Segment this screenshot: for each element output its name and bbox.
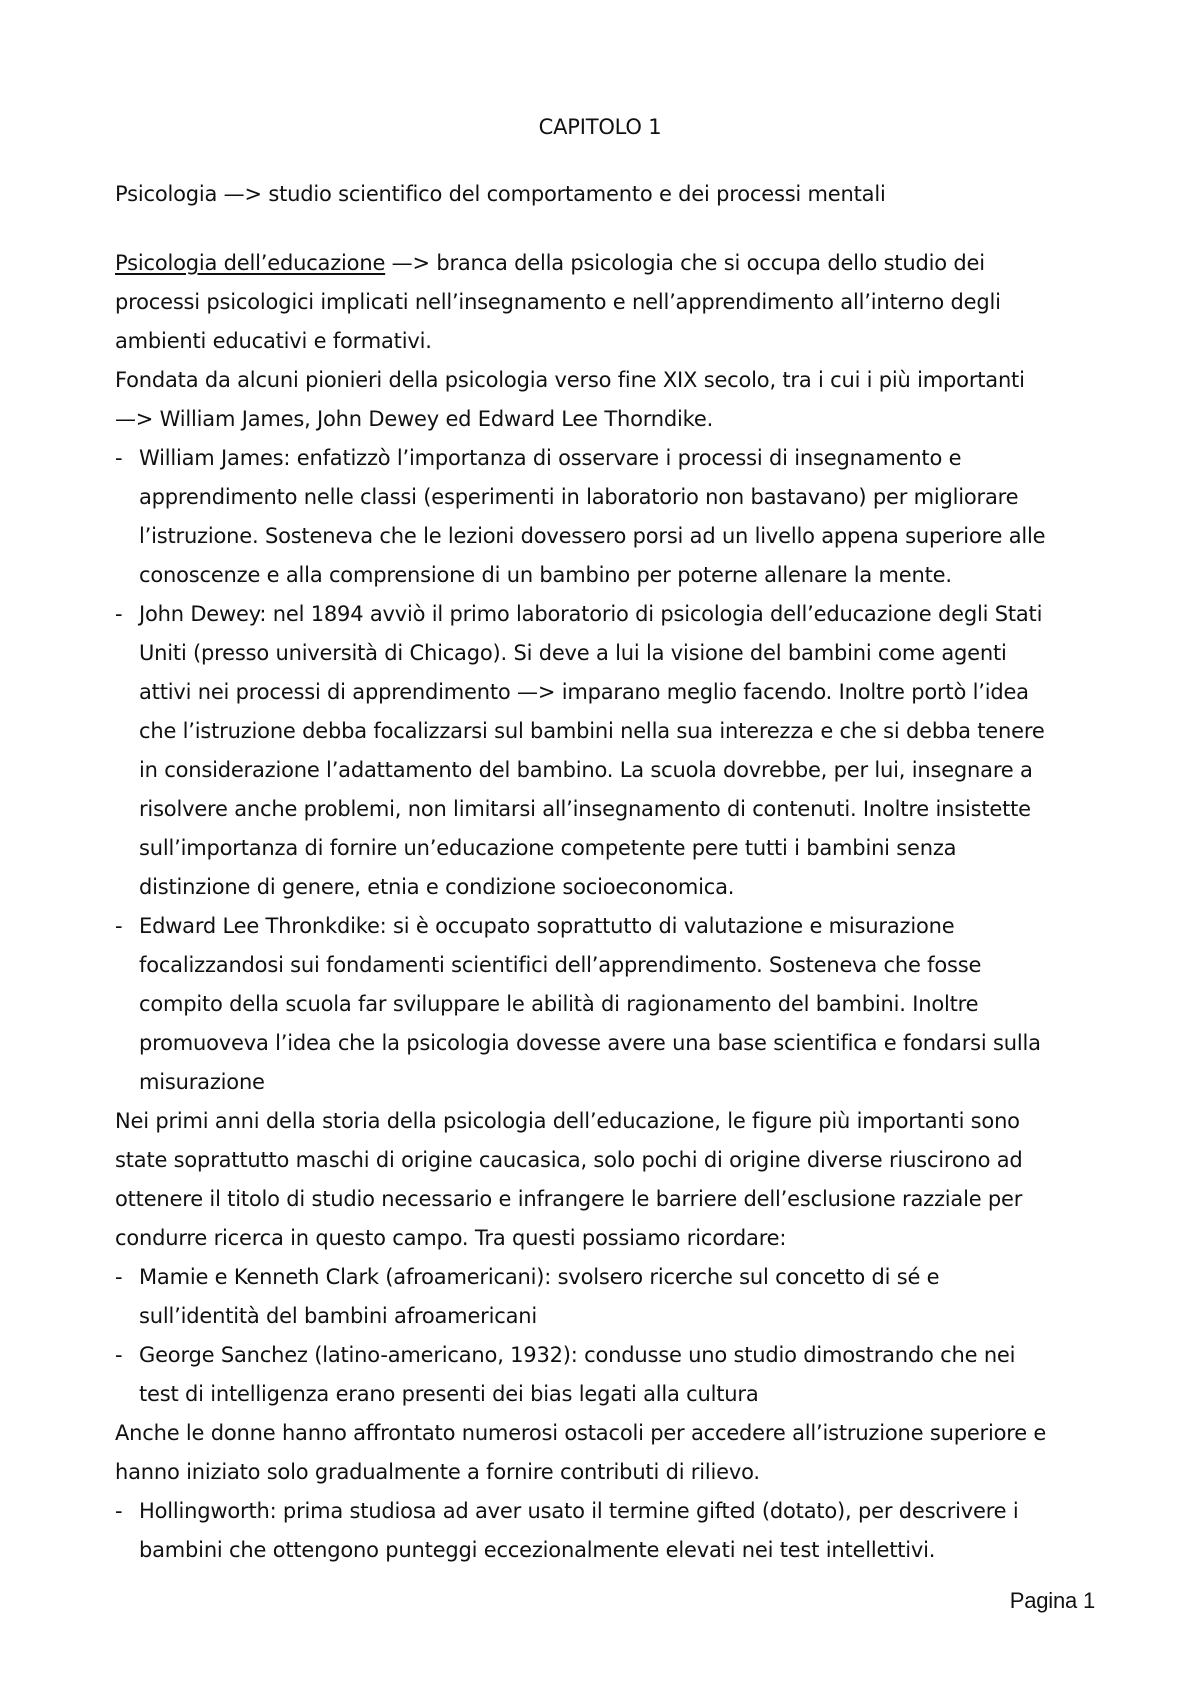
list-item-line: compito della scuola far sviluppare le abilità di ragionamento del bambini. Inoltre [139, 992, 979, 1016]
underlined-term: Psicologia dell’educazione [115, 251, 386, 275]
list-item [115, 439, 1095, 595]
list-item-line: Edward Lee Thronkdike: si è occupato soprattutto di valutazione e misurazione [139, 914, 955, 938]
bullet-dash: - [115, 1499, 123, 1523]
bullet-dash: - [115, 1265, 123, 1289]
list-item-line: Mamie e Kenneth Clark (afroamericani): svolsero ricerche sul concetto di sé e [139, 1265, 940, 1289]
bullet-dash: - [115, 914, 123, 938]
list-item-line: in considerazione l’adattamento del bambino. La scuola dovrebbe, per lui, insegnare a [139, 758, 1033, 782]
paragraph-line: —> William James, John Dewey ed Edward Lee Thorndike. [115, 407, 714, 431]
list-item-line: che l’istruzione debba focalizzarsi sul bambini nella sua interezza e che si debba tenere [139, 719, 1045, 743]
definition-line: ambienti educativi e formativi. [115, 329, 432, 353]
bullet-list-founders [115, 439, 1095, 1102]
list-item-line: bambini che ottengono punteggi eccezionalmente elevati nei test intellettivi. [139, 1538, 936, 1562]
list-item-line: l’istruzione. Sosteneva che le lezioni dovessero porsi ad un livello appena superiore alle [139, 524, 1046, 548]
list-item [115, 1492, 1095, 1570]
bullet-list-women [115, 1492, 1095, 1570]
definition-line: processi psicologici implicati nell’insegnamento e nell’apprendimento all’interno degli [115, 290, 1001, 314]
paragraph-line: Fondata da alcuni pionieri della psicologia verso fine XIX secolo, tra i cui i più importanti [115, 368, 1025, 392]
definition-text: Psicologia —> studio scientifico del comportamento e dei processi mentali [115, 182, 886, 206]
definition-line [115, 244, 1095, 283]
list-item [115, 595, 1095, 907]
bullet-dash: - [115, 446, 123, 470]
paragraph-line: state soprattutto maschi di origine caucasica, solo pochi di origine diverse riuscirono ad [115, 1148, 1023, 1172]
definition-psicologia [115, 175, 1095, 214]
bullet-list-researchers [115, 1258, 1095, 1414]
paragraph-line: Anche le donne hanno affrontato numerosi ostacoli per accedere all’istruzione superiore e [115, 1421, 1047, 1445]
list-item-line: promuoveva l’idea che la psicologia dovesse avere una base scientifica e fondarsi sulla [139, 1031, 1041, 1055]
bullet-dash: - [115, 1343, 123, 1367]
paragraph-women [115, 1414, 1095, 1492]
list-item-line: test di intelligenza erano presenti dei bias legati alla cultura [139, 1382, 759, 1406]
body-text [115, 244, 1095, 1570]
chapter-title: CAPITOLO 1 [538, 115, 662, 139]
list-item-line: William James: enfatizzò l’importanza di osservare i processi di insegnamento e [139, 446, 962, 470]
list-item [115, 1258, 1095, 1336]
paragraph-line: condurre ricerca in questo campo. Tra questi possiamo ricordare: [115, 1226, 787, 1250]
list-item-line: Uniti (presso università di Chicago). Si deve a lui la visione del bambini come agenti [139, 641, 1007, 665]
paragraph-line: hanno iniziato solo gradualmente a fornire contributi di rilievo. [115, 1460, 760, 1484]
paragraph-history [115, 1102, 1095, 1258]
page-number: Pagina 1 [1009, 1588, 1095, 1613]
list-item [115, 1336, 1095, 1414]
list-item-line: misurazione [139, 1070, 265, 1094]
list-item [115, 907, 1095, 1102]
list-item-line: attivi nei processi di apprendimento —> imparano meglio facendo. Inoltre portò l’idea [139, 680, 1029, 704]
list-item-line: focalizzandosi sui fondamenti scientifici dell’apprendimento. Sosteneva che fosse [139, 953, 982, 977]
list-item-line: apprendimento nelle classi (esperimenti in laboratorio non bastavano) per migliorare [139, 485, 1019, 509]
definition-rest: —> branca della psicologia che si occupa dello studio dei [385, 251, 985, 275]
list-item-line: sull’importanza di fornire un’educazione competente pere tutti i bambini senza [139, 836, 957, 860]
list-item-line: George Sanchez (latino-americano, 1932): condusse uno studio dimostrando che nei [139, 1343, 1016, 1367]
list-item-line: Hollingworth: prima studiosa ad aver usato il termine gifted (dotato), per descrivere i [139, 1499, 1019, 1523]
paragraph-line: Nei primi anni della storia della psicologia dell’educazione, le figure più importanti sono [115, 1109, 1020, 1133]
list-item-line: sull’identità del bambini afroamericani [139, 1304, 537, 1328]
paragraph-line: ottenere il titolo di studio necessario e infrangere le barriere dell’esclusione razziale per [115, 1187, 1023, 1211]
list-item-line: John Dewey: nel 1894 avviò il primo laboratorio di psicologia dell’educazione degli Stati [139, 602, 1043, 626]
bullet-dash: - [115, 602, 123, 626]
list-item-line: risolvere anche problemi, non limitarsi all’insegnamento di contenuti. Inoltre insistette [139, 797, 1031, 821]
list-item-line: distinzione di genere, etnia e condizione socioeconomica. [139, 875, 735, 899]
list-item-line: conoscenze e alla comprensione di un bambino per poterne allenare la mente. [139, 563, 952, 587]
